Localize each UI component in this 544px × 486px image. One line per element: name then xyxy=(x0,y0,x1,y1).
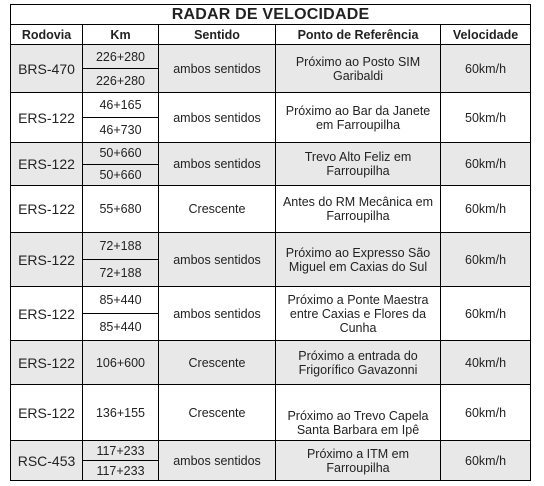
km-value: 46+730 xyxy=(83,117,158,142)
km-value: 85+440 xyxy=(83,313,158,340)
header-km: Km xyxy=(83,25,159,45)
km-cell xyxy=(83,93,159,143)
km-value: 226+280 xyxy=(83,68,158,92)
referencia-cell: Próximo a Ponte Maestra entre Caxias e Flores da Cunha xyxy=(276,287,441,341)
km-cell xyxy=(83,441,159,481)
rodovia-cell: ERS-122 xyxy=(11,143,83,186)
rodovia-cell: BRS-470 xyxy=(11,45,83,93)
rodovia-cell: ERS-122 xyxy=(11,233,83,287)
sentido-cell: ambos sentidos xyxy=(159,45,276,93)
table-row xyxy=(11,233,531,287)
km-value: 72+188 xyxy=(99,239,142,253)
sentido-cell: Crescente xyxy=(159,341,276,385)
km-cell xyxy=(83,45,159,93)
velocidade-cell: 60km/h xyxy=(441,186,531,233)
table-row xyxy=(11,287,531,341)
sentido-cell: ambos sentidos xyxy=(159,287,276,341)
table-title: RADAR DE VELOCIDADE xyxy=(11,5,531,25)
referencia-cell: Trevo Alto Feliz em Farroupilha xyxy=(276,143,441,186)
sentido-cell: Crescente xyxy=(159,385,276,441)
header-sentido: Sentido xyxy=(159,25,276,45)
header-ponto-referencia: Ponto de Referência xyxy=(276,25,441,45)
sentido-cell: ambos sentidos xyxy=(159,441,276,481)
velocidade-cell: 60km/h xyxy=(441,143,531,186)
km-cell xyxy=(83,143,159,186)
referencia-cell: Próximo a entrada do Frigorífico Gavazonni xyxy=(276,341,441,385)
referencia-cell: Próximo ao Trevo Capela Santa Barbara em Ipê xyxy=(276,385,441,441)
header-velocidade: Velocidade xyxy=(441,25,531,45)
km-value: 117+233 xyxy=(83,460,158,480)
rodovia-cell: ERS-122 xyxy=(11,186,83,233)
table-row xyxy=(11,45,531,93)
sentido-cell: ambos sentidos xyxy=(159,93,276,143)
velocidade-cell: 60km/h xyxy=(441,287,531,341)
table-row xyxy=(11,341,531,385)
sentido-cell: ambos sentidos xyxy=(159,143,276,186)
referencia-cell: Próximo a ITM em Farroupilha xyxy=(276,441,441,481)
sentido-cell: ambos sentidos xyxy=(159,233,276,287)
header-rodovia: Rodovia xyxy=(11,25,83,45)
velocidade-cell: 60km/h xyxy=(441,233,531,287)
referencia-cell: Próximo ao Posto SIM Garibaldi xyxy=(276,45,441,93)
velocidade-cell: 60km/h xyxy=(441,45,531,93)
km-value: 50+660 xyxy=(99,146,142,161)
referencia-cell: Antes do RM Mecânica em Farroupilha xyxy=(276,186,441,233)
referencia-cell: Próximo ao Expresso São Miguel em Caxias do Sul xyxy=(276,233,441,287)
velocidade-cell: 50km/h xyxy=(441,93,531,143)
km-cell xyxy=(83,233,159,287)
km-value: 72+188 xyxy=(83,259,158,286)
km-value: 117+233 xyxy=(96,443,145,458)
table-row xyxy=(11,441,531,481)
velocidade-cell: 60km/h xyxy=(441,385,531,441)
table-row xyxy=(11,93,531,143)
km-value: 85+440 xyxy=(99,293,142,307)
km-value: 106+600 xyxy=(83,341,159,385)
km-value: 46+165 xyxy=(99,98,142,112)
velocidade-cell: 60km/h xyxy=(441,441,531,481)
km-value: 50+660 xyxy=(83,164,158,186)
referencia-cell: Próximo ao Bar da Janete em Farroupilha xyxy=(276,93,441,143)
km-value: 55+680 xyxy=(83,186,159,233)
table-row xyxy=(11,143,531,186)
rodovia-cell: ERS-122 xyxy=(11,385,83,441)
rodovia-cell: ERS-122 xyxy=(11,93,83,143)
rodovia-cell: RSC-453 xyxy=(11,441,83,481)
km-value: 226+280 xyxy=(95,49,145,64)
table-row xyxy=(11,186,531,233)
rodovia-cell: ERS-122 xyxy=(11,287,83,341)
rodovia-cell: ERS-122 xyxy=(11,341,83,385)
km-cell xyxy=(83,287,159,341)
km-value: 136+155 xyxy=(83,385,159,441)
table-row xyxy=(11,385,531,441)
radar-table xyxy=(10,4,531,481)
velocidade-cell: 40km/h xyxy=(441,341,531,385)
sentido-cell: Crescente xyxy=(159,186,276,233)
